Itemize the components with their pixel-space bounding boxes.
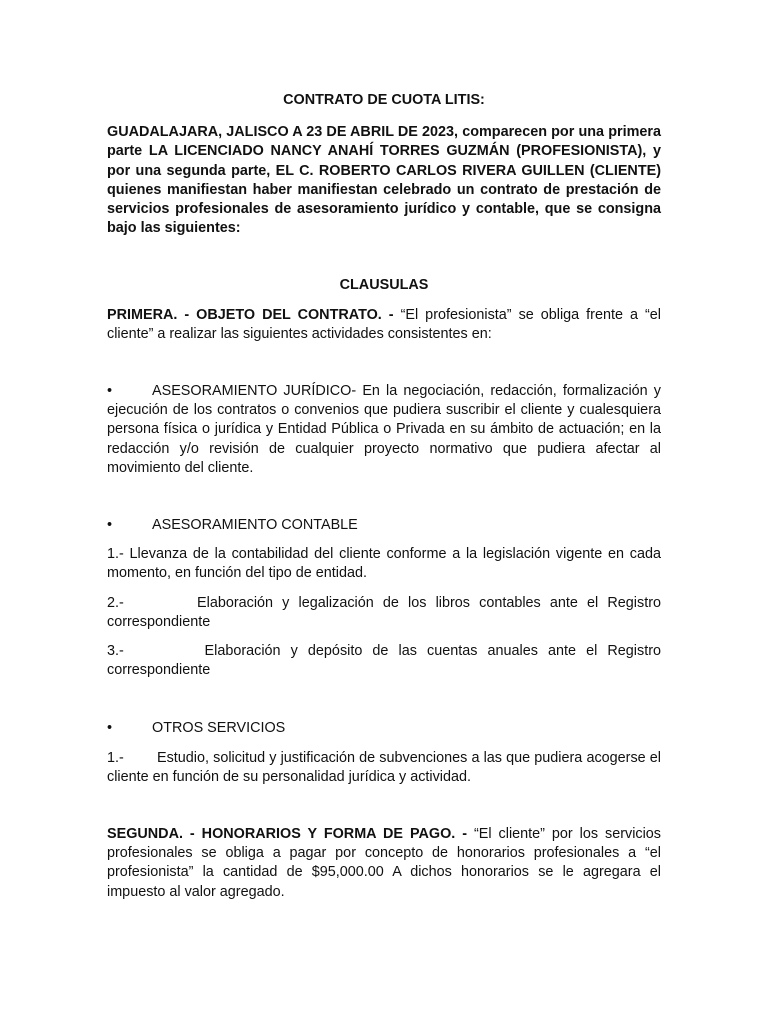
- juridico-heading: ASESORAMIENTO JURÍDICO-: [152, 383, 357, 400]
- otros-item-1: [107, 749, 661, 787]
- bullet-icon: •: [107, 720, 113, 737]
- contable-item-3: [107, 642, 661, 680]
- juridico-text: En la negociación, redacción, formalización y ejecución de los contratos o convenios que pudiera suscribir el cliente y cualesquiera persona física o jurídica y Entidad Pública o Privada en su ámbito de actuación; en la redacción y/o revisión de cualquier proyecto normativo que pudiera afectar al movimiento del cliente.: [107, 383, 661, 476]
- contable-item-1: [107, 545, 661, 583]
- contable-heading: ASESORAMIENTO CONTABLE: [152, 517, 358, 534]
- item-text: Llevanza de la contabilidad del cliente conforme a la legislación vigente en cada momento, en función del tipo de entidad.: [107, 546, 661, 582]
- clause-segunda: [107, 825, 661, 902]
- contract-page: [107, 91, 661, 902]
- item-number: 2.-: [107, 594, 124, 611]
- bullet-juridico: [107, 382, 661, 478]
- otros-heading: OTROS SERVICIOS: [152, 720, 286, 737]
- item-text: Estudio, solicitud y justificación de subvenciones a las que pudiera acogerse el cliente en función de su personalidad jurídica y actividad.: [107, 749, 661, 785]
- clause-segunda-text: “El cliente” por los servicios profesionales se obliga a pagar por concepto de honorarios profesionales a “el profesionista” la cantidad de $95,000.00 A dichos honorarios se le agregara el impuesto al valor agregado.: [107, 826, 661, 900]
- bullet-otros: [107, 719, 661, 738]
- clause-segunda-heading: SEGUNDA. - HONORARIOS Y FORMA DE PAGO. -: [107, 826, 468, 843]
- clause-primera-text: “El profesionista” se obliga frente a “el cliente” a realizar las siguientes actividades consistentes en:: [107, 306, 661, 342]
- item-number: 1.-: [107, 749, 124, 766]
- item-number: 3.-: [107, 643, 124, 660]
- intro-paragraph: GUADALAJARA, JALISCO A 23 DE ABRIL DE 2023, comparecen por una primera parte LA LICENCIADO NANCY ANAHÍ TORRES GUZMÁN (PROFESIONISTA), y por una segunda parte, EL C. ROBERTO CARLOS RIVERA GUILLEN (CLIENTE) quienes manifiestan haber manifiestan celebrado un contrato de prestación de servicios profesionales de asesoramiento jurídico y contable, que se consigna bajo las siguientes:: [107, 124, 661, 237]
- clause-primera: [107, 306, 661, 344]
- item-number: 1.-: [107, 546, 124, 563]
- clausulas-heading: CLAUSULAS: [339, 277, 429, 294]
- bullet-icon: •: [107, 517, 113, 534]
- bullet-icon: •: [107, 383, 113, 400]
- document-title: CONTRATO DE CUOTA LITIS:: [283, 92, 485, 108]
- contable-item-2: [107, 594, 661, 632]
- bullet-contable: [107, 516, 661, 535]
- clause-primera-heading: PRIMERA. - OBJETO DEL CONTRATO. -: [107, 306, 394, 323]
- item-text: Elaboración y legalización de los libros contables ante el Registro correspondiente: [107, 594, 661, 630]
- item-text: Elaboración y depósito de las cuentas anuales ante el Registro correspondiente: [107, 643, 661, 679]
